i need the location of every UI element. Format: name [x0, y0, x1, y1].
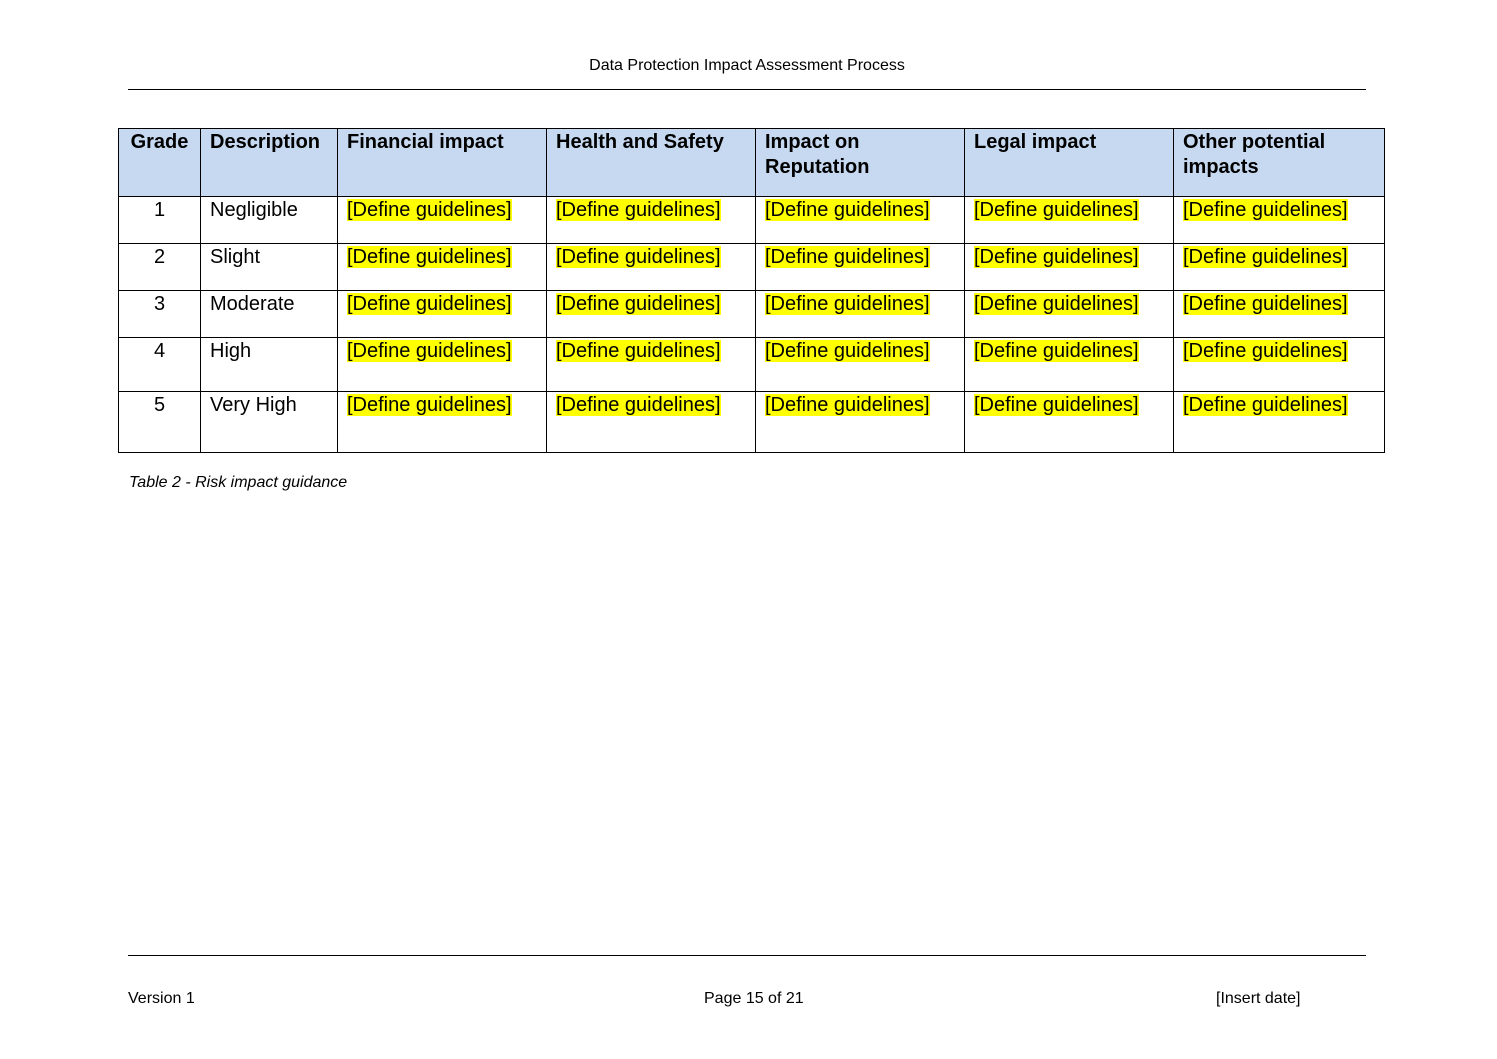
guideline-placeholder: [Define guidelines] — [974, 246, 1139, 268]
guideline-cell — [756, 244, 965, 291]
guideline-placeholder: [Define guidelines] — [1183, 246, 1348, 268]
footer-divider — [128, 955, 1366, 956]
grade-cell: 3 — [119, 291, 201, 338]
guideline-cell — [338, 392, 547, 453]
guideline-placeholder: [Define guidelines] — [1183, 394, 1348, 416]
guideline-cell — [965, 244, 1174, 291]
description-cell: Negligible — [201, 197, 338, 244]
guideline-cell — [338, 244, 547, 291]
table-row — [119, 392, 1385, 453]
guideline-cell — [756, 338, 965, 392]
guideline-cell — [1174, 338, 1385, 392]
footer-page-number: Page 15 of 21 — [704, 990, 804, 1007]
guideline-cell — [965, 338, 1174, 392]
description-cell: Very High — [201, 392, 338, 453]
column-header-grade: Grade — [119, 129, 201, 197]
guideline-cell — [965, 291, 1174, 338]
grade-cell: 5 — [119, 392, 201, 453]
guideline-cell — [965, 197, 1174, 244]
risk-impact-table — [118, 128, 1385, 453]
guideline-cell — [1174, 291, 1385, 338]
guideline-placeholder: [Define guidelines] — [1183, 293, 1348, 315]
column-header-financial-impact: Financial impact — [338, 129, 547, 197]
guideline-cell — [338, 338, 547, 392]
guideline-placeholder: [Define guidelines] — [765, 293, 930, 315]
table-caption: Table 2 - Risk impact guidance — [129, 474, 348, 491]
grade-cell: 1 — [119, 197, 201, 244]
guideline-placeholder: [Define guidelines] — [347, 293, 512, 315]
table-row — [119, 338, 1385, 392]
guideline-placeholder: [Define guidelines] — [556, 246, 721, 268]
guideline-placeholder: [Define guidelines] — [974, 394, 1139, 416]
guideline-placeholder: [Define guidelines] — [347, 246, 512, 268]
grade-cell: 4 — [119, 338, 201, 392]
guideline-cell — [1174, 197, 1385, 244]
table-row — [119, 291, 1385, 338]
guideline-placeholder: [Define guidelines] — [974, 340, 1139, 362]
description-cell: Moderate — [201, 291, 338, 338]
table-header-row — [119, 129, 1385, 197]
guideline-placeholder: [Define guidelines] — [347, 199, 512, 221]
guideline-placeholder: [Define guidelines] — [1183, 340, 1348, 362]
guideline-placeholder: [Define guidelines] — [974, 199, 1139, 221]
guideline-placeholder: [Define guidelines] — [556, 394, 721, 416]
column-header-other-potential-impacts: Other potential impacts — [1174, 129, 1385, 197]
guideline-placeholder: [Define guidelines] — [765, 340, 930, 362]
grade-cell: 2 — [119, 244, 201, 291]
guideline-cell — [547, 392, 756, 453]
column-header-description: Description — [201, 129, 338, 197]
guideline-placeholder: [Define guidelines] — [765, 199, 930, 221]
header-divider — [128, 89, 1366, 90]
description-cell: Slight — [201, 244, 338, 291]
column-header-legal-impact: Legal impact — [965, 129, 1174, 197]
guideline-cell — [965, 392, 1174, 453]
guideline-placeholder: [Define guidelines] — [556, 293, 721, 315]
column-header-impact-on-reputation: Impact on Reputation — [756, 129, 965, 197]
guideline-cell — [338, 291, 547, 338]
guideline-cell — [547, 197, 756, 244]
guideline-cell — [338, 197, 547, 244]
guideline-placeholder: [Define guidelines] — [765, 394, 930, 416]
guideline-placeholder: [Define guidelines] — [556, 340, 721, 362]
guideline-placeholder: [Define guidelines] — [765, 246, 930, 268]
guideline-cell — [756, 291, 965, 338]
footer-date: [Insert date] — [1216, 990, 1301, 1007]
guideline-placeholder: [Define guidelines] — [1183, 199, 1348, 221]
guideline-cell — [756, 197, 965, 244]
guideline-cell — [547, 244, 756, 291]
description-cell: High — [201, 338, 338, 392]
guideline-cell — [547, 291, 756, 338]
page-header-title: Data Protection Impact Assessment Process — [589, 57, 905, 74]
guideline-cell — [1174, 244, 1385, 291]
footer-version: Version 1 — [128, 990, 195, 1007]
guideline-placeholder: [Define guidelines] — [974, 293, 1139, 315]
table-row — [119, 244, 1385, 291]
guideline-placeholder: [Define guidelines] — [556, 199, 721, 221]
guideline-cell — [1174, 392, 1385, 453]
guideline-placeholder: [Define guidelines] — [347, 394, 512, 416]
guideline-cell — [547, 338, 756, 392]
guideline-placeholder: [Define guidelines] — [347, 340, 512, 362]
table-row — [119, 197, 1385, 244]
column-header-health-and-safety: Health and Safety — [547, 129, 756, 197]
guideline-cell — [756, 392, 965, 453]
